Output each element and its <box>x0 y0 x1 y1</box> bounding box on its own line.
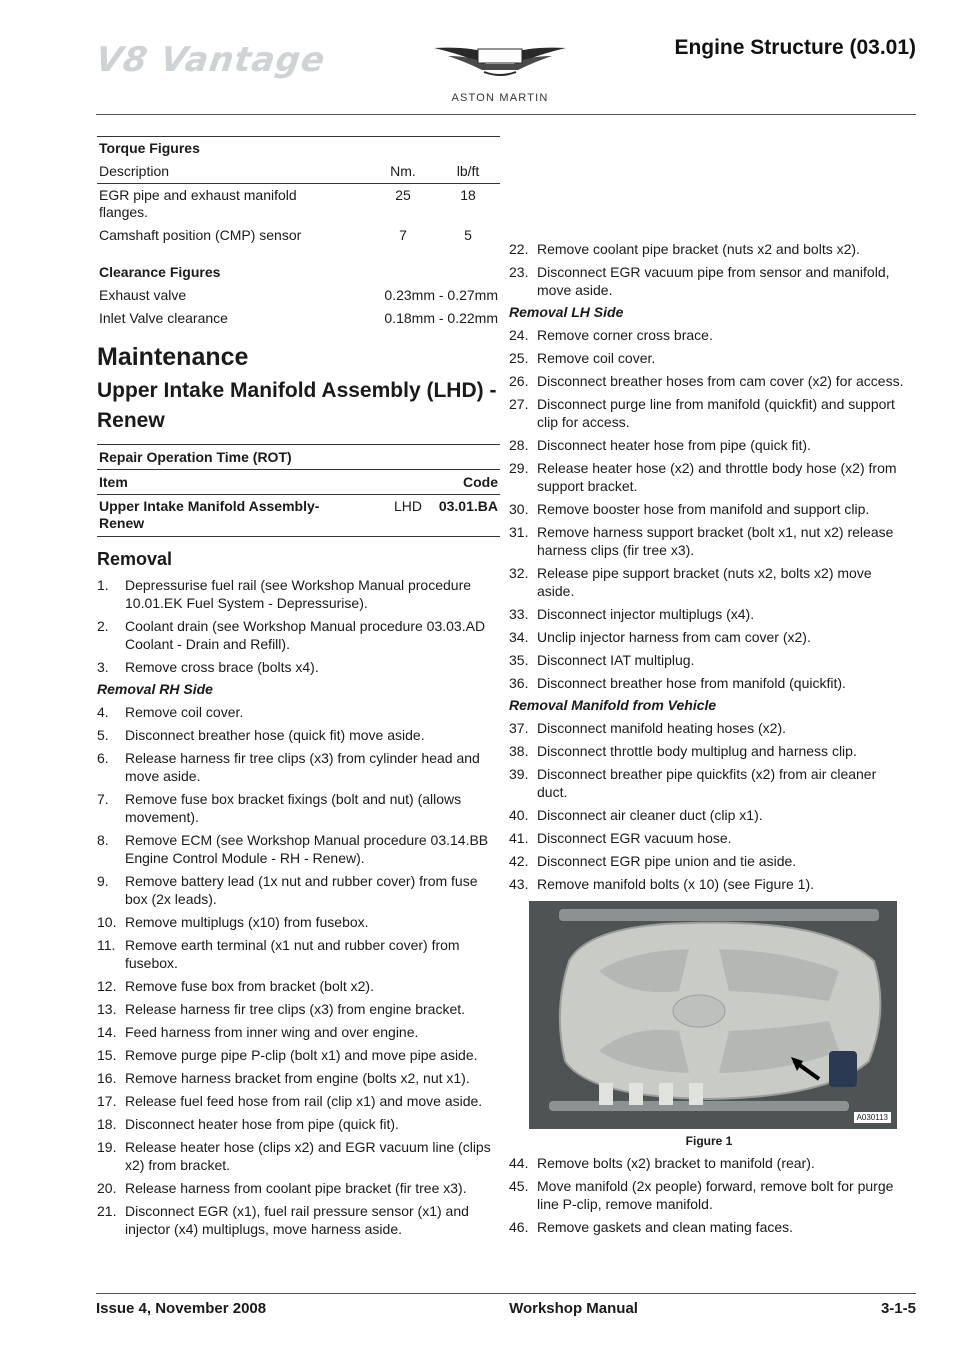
step-text: Disconnect injector multiplugs (x4). <box>537 606 755 622</box>
step-number: 42. <box>509 853 529 869</box>
step-text: Remove manifold bolts (x 10) (see Figure 1). <box>537 876 814 892</box>
table-row <box>97 495 500 536</box>
list-item <box>509 240 909 258</box>
wings-icon <box>430 40 570 84</box>
rot-item: Upper Intake Manifold Assembly- Renew <box>99 498 320 531</box>
col-description: Description <box>99 163 170 179</box>
step-text: Move manifold (2x people) forward, remove bolt for purge line P-clip, remove manifold. <box>537 1178 894 1212</box>
table-row <box>97 184 500 224</box>
step-number: 13. <box>97 1001 117 1017</box>
rot-table <box>97 444 500 537</box>
step-text: Disconnect EGR pipe union and tie aside. <box>537 853 797 869</box>
list-item <box>97 658 500 676</box>
step-number: 43. <box>509 876 529 892</box>
step-text: Disconnect EGR vacuum hose. <box>537 830 732 846</box>
step-text: Release fuel feed hose from rail (clip x1) and move aside. <box>125 1093 483 1109</box>
list-item <box>509 1218 909 1236</box>
step-number: 44. <box>509 1155 529 1171</box>
step-number: 36. <box>509 675 529 691</box>
list-item <box>509 500 909 518</box>
step-number: 24. <box>509 327 529 343</box>
list-item <box>509 674 909 692</box>
list-item <box>509 326 909 344</box>
step-number: 1. <box>97 577 109 593</box>
step-number: 25. <box>509 350 529 366</box>
list-item <box>509 395 909 431</box>
step-text: Remove coolant pipe bracket (nuts x2 and bolts x2). <box>537 241 860 257</box>
step-number: 3. <box>97 659 109 675</box>
step-text: Disconnect heater hose from pipe (quick fit). <box>537 437 811 453</box>
section-label-lh: Removal LH Side <box>509 304 624 320</box>
steps-list-rh-cont <box>509 240 909 299</box>
list-item <box>97 749 500 785</box>
step-number: 19. <box>97 1139 117 1155</box>
torque-lbft: 18 <box>460 187 476 203</box>
step-text: Disconnect breather hoses from cam cover (x2) for access. <box>537 373 904 389</box>
list-item <box>97 936 500 972</box>
step-text: Release heater hose (x2) and throttle body hose (x2) from support bracket. <box>537 460 897 494</box>
step-number: 32. <box>509 565 529 581</box>
figure-intake-manifold <box>529 901 897 1129</box>
step-text: Remove fuse box bracket fixings (bolt and nut) (allows movement). <box>125 791 462 825</box>
step-text: Disconnect breather hose from manifold (quickfit). <box>537 675 846 691</box>
list-item <box>97 1000 500 1018</box>
step-text: Release pipe support bracket (nuts x2, bolts x2) move aside. <box>537 565 872 599</box>
rot-header <box>97 470 500 495</box>
list-item <box>509 852 909 870</box>
clearance-value: 0.23mm - 0.27mm <box>384 287 498 303</box>
step-number: 14. <box>97 1024 117 1040</box>
footer-issue: Issue 4, November 2008 <box>96 1300 267 1317</box>
step-text: Remove coil cover. <box>125 704 244 720</box>
list-item <box>97 617 500 653</box>
step-text: Disconnect breather hose (quick fit) move aside. <box>125 727 425 743</box>
step-number: 27. <box>509 396 529 412</box>
step-number: 4. <box>97 704 109 720</box>
steps-list-rh <box>97 703 500 1238</box>
step-text: Disconnect manifold heating hoses (x2). <box>537 720 787 736</box>
list-item <box>509 564 909 600</box>
step-text: Remove battery lead (1x nut and rubber cover) from fuse box (2x leads). <box>125 873 478 907</box>
step-text: Feed harness from inner wing and over engine. <box>125 1024 419 1040</box>
step-number: 21. <box>97 1203 117 1219</box>
step-number: 12. <box>97 978 117 994</box>
intake-manifold-photo <box>529 901 897 1129</box>
list-item <box>97 1046 500 1064</box>
list-item <box>97 977 500 995</box>
step-text: Disconnect heater hose from pipe (quick fit). <box>125 1116 399 1132</box>
step-text: Remove corner cross brace. <box>537 327 713 343</box>
torque-desc: Camshaft position (CMP) sensor <box>99 227 302 243</box>
list-item <box>509 628 909 646</box>
list-item <box>97 1023 500 1041</box>
step-number: 35. <box>509 652 529 668</box>
table-row <box>97 224 500 247</box>
step-number: 30. <box>509 501 529 517</box>
clearance-table-title: Clearance Figures <box>99 264 221 280</box>
list-item <box>97 913 500 931</box>
list-item <box>97 1069 500 1087</box>
step-number: 11. <box>97 937 116 953</box>
step-text: Remove purge pipe P-clip (bolt x1) and move pipe aside. <box>125 1047 478 1063</box>
step-number: 39. <box>509 766 529 782</box>
step-text: Remove ECM (see Workshop Manual procedure 03.14.BB Engine Control Module - RH - Renew). <box>125 832 489 866</box>
list-item <box>509 1177 909 1213</box>
step-number: 17. <box>97 1093 117 1109</box>
step-text: Release harness fir tree clips (x3) from cylinder head and move aside. <box>125 750 480 784</box>
step-text: Disconnect EGR vacuum pipe from sensor and manifold, move aside. <box>537 264 890 298</box>
step-text: Remove earth terminal (x1 nut and rubber cover) from fusebox. <box>125 937 460 971</box>
step-number: 9. <box>97 873 109 889</box>
steps-list-vehicle <box>509 719 909 893</box>
list-item <box>509 436 909 454</box>
step-number: 38. <box>509 743 529 759</box>
list-item <box>509 1154 909 1172</box>
list-item <box>509 829 909 847</box>
footer-divider <box>96 1293 916 1294</box>
section-label-rh: Removal RH Side <box>97 681 213 697</box>
steps-list-after <box>509 1154 909 1236</box>
step-text: Release harness from coolant pipe bracket (fir tree x3). <box>125 1180 467 1196</box>
clearance-value: 0.18mm - 0.22mm <box>384 310 498 326</box>
list-item <box>97 576 500 612</box>
list-item <box>97 1115 500 1133</box>
step-number: 31. <box>509 524 529 540</box>
step-text: Release heater hose (clips x2) and EGR vacuum line (clips x2) from bracket. <box>125 1139 491 1173</box>
list-item <box>97 831 500 867</box>
list-item <box>97 790 500 826</box>
step-number: 5. <box>97 727 109 743</box>
step-number: 45. <box>509 1178 529 1194</box>
clearance-desc: Inlet Valve clearance <box>99 310 228 326</box>
step-text: Remove harness support bracket (bolt x1, nut x2) release harness clips (fir tree x3). <box>537 524 894 558</box>
footer-page-number: 3-1-5 <box>880 1300 916 1317</box>
maintenance-heading: Maintenance <box>97 343 249 371</box>
list-item <box>509 605 909 623</box>
brand-logo <box>430 40 570 110</box>
steps-list-intro <box>97 576 500 676</box>
step-number: 8. <box>97 832 109 848</box>
step-text: Remove fuse box from bracket (bolt x2). <box>125 978 374 994</box>
list-item <box>509 349 909 367</box>
list-item <box>509 523 909 559</box>
step-number: 26. <box>509 373 529 389</box>
page-footer <box>96 1300 916 1317</box>
step-text: Coolant drain (see Workshop Manual procedure 03.03.AD Coolant - Drain and Refill). <box>125 618 486 652</box>
step-text: Release harness fir tree clips (x3) from engine bracket. <box>125 1001 466 1017</box>
torque-lbft: 5 <box>464 227 472 243</box>
step-number: 37. <box>509 720 529 736</box>
step-number: 16. <box>97 1070 117 1086</box>
rot-title: Repair Operation Time (ROT) <box>97 445 500 470</box>
step-number: 15. <box>97 1047 117 1063</box>
step-text: Disconnect purge line from manifold (quickfit) and support clip for access. <box>537 396 895 430</box>
step-number: 28. <box>509 437 529 453</box>
step-text: Unclip injector harness from cam cover (x2). <box>537 629 811 645</box>
list-item <box>97 703 500 721</box>
steps-list-lh <box>509 326 909 692</box>
list-item <box>97 872 500 908</box>
step-number: 6. <box>97 750 109 766</box>
step-text: Remove bolts (x2) bracket to manifold (rear). <box>537 1155 815 1171</box>
list-item <box>509 719 909 737</box>
col-nm: Nm. <box>390 163 416 179</box>
step-number: 20. <box>97 1180 117 1196</box>
step-number: 18. <box>97 1116 117 1132</box>
list-item <box>509 765 909 801</box>
step-text: Disconnect throttle body multiplug and harness clip. <box>537 743 857 759</box>
brand-name: ASTON MARTIN <box>451 92 549 104</box>
rot-code: 03.01.BA <box>438 498 498 514</box>
step-number: 33. <box>509 606 529 622</box>
section-label-vehicle: Removal Manifold from Vehicle <box>509 697 717 713</box>
header-divider <box>96 114 916 115</box>
list-item <box>509 263 909 299</box>
page-header <box>0 0 960 118</box>
list-item <box>509 459 909 495</box>
table-row <box>97 307 500 330</box>
clearance-desc: Exhaust valve <box>99 287 187 303</box>
list-item <box>97 1138 500 1174</box>
list-item <box>97 1179 500 1197</box>
model-logo: V8 Vantage <box>93 40 329 80</box>
col-lbft: lb/ft <box>456 163 480 179</box>
rot-col-item: Item <box>99 474 128 490</box>
step-number: 7. <box>97 791 109 807</box>
rot-hand: LHD <box>393 498 422 514</box>
figure-code: A030113 <box>854 1112 891 1123</box>
list-item <box>509 875 909 893</box>
list-item <box>509 742 909 760</box>
torque-table-title: Torque Figures <box>99 140 200 156</box>
step-number: 41. <box>509 830 529 846</box>
procedure-heading: Upper Intake Manifold Assembly (LHD) - Renew <box>97 379 497 432</box>
step-number: 29. <box>509 460 529 476</box>
step-number: 46. <box>509 1219 529 1235</box>
figure-caption: Figure 1 <box>685 1134 733 1148</box>
list-item <box>509 372 909 390</box>
step-text: Disconnect breather pipe quickfits (x2) from air cleaner duct. <box>537 766 877 800</box>
step-number: 34. <box>509 629 529 645</box>
right-column <box>509 240 909 1241</box>
step-number: 23. <box>509 264 529 280</box>
step-text: Disconnect IAT multiplug. <box>537 652 695 668</box>
step-text: Remove harness bracket from engine (bolts x2, nut x1). <box>125 1070 470 1086</box>
removal-heading: Removal <box>97 549 173 569</box>
list-item <box>97 1202 500 1238</box>
step-text: Remove multiplugs (x10) from fusebox. <box>125 914 369 930</box>
left-column <box>97 136 500 1243</box>
list-item <box>97 1092 500 1110</box>
step-number: 22. <box>509 241 529 257</box>
list-item <box>97 726 500 744</box>
step-number: 10. <box>97 914 117 930</box>
step-text: Disconnect EGR (x1), fuel rail pressure sensor (x1) and injector (x4) multiplugs, move harness aside. <box>125 1203 469 1237</box>
clearance-table <box>97 261 500 330</box>
list-item <box>509 651 909 669</box>
step-text: Disconnect air cleaner duct (clip x1). <box>537 807 763 823</box>
rot-col-code: Code <box>463 474 498 490</box>
step-text: Remove cross brace (bolts x4). <box>125 659 319 675</box>
page-title: Engine Structure (03.01) <box>674 36 916 59</box>
step-number: 40. <box>509 807 529 823</box>
list-item <box>509 806 909 824</box>
step-text: Remove gaskets and clean mating faces. <box>537 1219 794 1235</box>
torque-table-header <box>97 160 500 184</box>
torque-table <box>97 136 500 247</box>
footer-manual: Workshop Manual <box>509 1300 638 1317</box>
torque-desc: EGR pipe and exhaust manifold flanges. <box>99 187 297 220</box>
table-row <box>97 284 500 307</box>
step-number: 2. <box>97 618 109 634</box>
torque-nm: 25 <box>395 187 411 203</box>
step-text: Remove booster hose from manifold and support clip. <box>537 501 870 517</box>
step-text: Remove coil cover. <box>537 350 656 366</box>
step-text: Depressurise fuel rail (see Workshop Manual procedure 10.01.EK Fuel System - Depressurise). <box>125 577 472 611</box>
torque-nm: 7 <box>399 227 407 243</box>
